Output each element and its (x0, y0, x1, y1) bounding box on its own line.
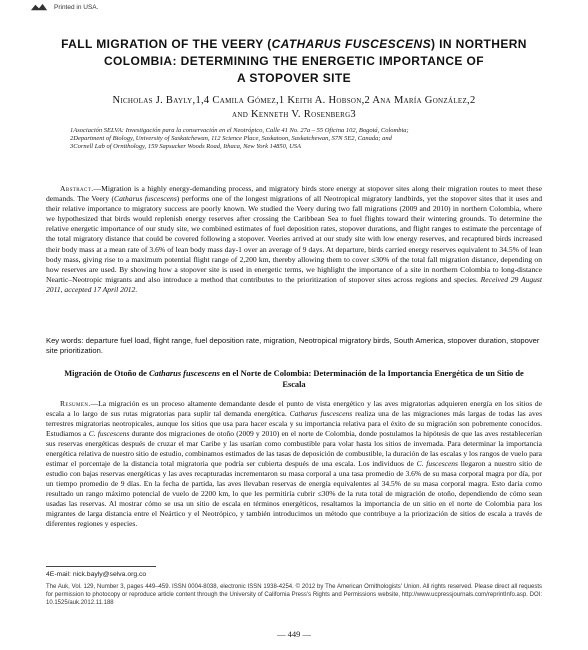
authors-line-2: and Kenneth V. Rosenberg3 (232, 109, 356, 120)
journal-logo-icon (30, 3, 48, 12)
title-line-2: COLOMBIA: DETERMINING THE ENERGETIC IMPORTANCE OF (103, 54, 485, 68)
author-email: 4E-mail: nick.bayly@selva.org.co (46, 571, 147, 578)
abstract-species: Catharus fuscescens (114, 194, 177, 204)
affiliation-1: 1Asociación SELVA: Investigación para la conservación en el Neotrópico, Calle 41 No. 27a – 55 Oficina 102, Bogotá, Colombia; (70, 127, 409, 134)
resumen-label: Resumen. (60, 399, 91, 408)
affiliations (70, 127, 518, 152)
article-title (40, 36, 548, 87)
affiliation-3: 3Cornell Lab of Ornithology, 159 Sapsucker Woods Road, Ithaca, New York 14850, USA (70, 143, 301, 151)
authors-line-1: Nicholas J. Bayly,1,4 Camila Gómez,1 Keith A. Hobson,2 Ana María González,2 (112, 95, 476, 106)
resumen: Resumen.—La migración es un proceso altamente demandante desde el punto de vista energético y las aves migratorias adquieren energía en los sitios de escala a lo largo de sus rutas migratorias para suplir tal demanda energética. Catharus fuscescens realiza una de las migraciones más largas de todas las aves terrestres migratorias neotropicales, aunque los sitios que usa para hacer escala y su importancia relativa para el éxito de su migración son pobremente conocidos. Estudiamos a C. fuscescens durante dos migraciones de otoño (2009 y 2010) en el norte de Colombia, donde postulamos la hipótesis de que las aves restablecerían sus reservas energéticas después de cruzar el mar Caribe y las usarían como combustible para volar hasta los sitios de invernada. Para determinar la importancia energética relativa de nuestro sitio de estudio, combinamos estimados de las tasas de deposición de combustible, la duración de las escalas y los rangos de vuelo para estimar el porcentaje de la distancia total migratoria que podría ser cubierta después de una escala. Los individuos de C. fuscescens llegaron a nuestro sitio de estudio con bajas reservas energéticas y las aves recapturadas incrementaron su masa corporal a una tasa promedio de 3.6% de su masa corporal magra por día, por un tiempo promedio de 9 días. En la fecha de partida, las aves llevaban reservas de energía equivalentes al 34.5% de su masa corporal magra. Esto daría como resultado un rango máximo potencial de vuelo de 2200 km, lo que les permitiría cubrir ≤30% de la ruta total de migración de otoño, dependiendo de cómo sean usadas las reservas. Al mostrar cómo se usa un sitio de escala en términos energéticos, resaltamos la importancia de un sitio en el norte de Colombia para los migrantes de larga distancia entre el Neártico y el Neotrópico, y también introducimos un método que contribuye a la priorización de sitios de escala a través de diferentes regiones y especies. (46, 399, 543, 528)
page-number: — 449 — (277, 629, 311, 639)
citation-info: The Auk, Vol. 129, Number 3, pages 449–459. ISSN 0004-8038, electronic ISSN 1938-4254. © 2012 by The American Ornithologists' Union. All rights reserved. Please direct all requests for permission to photocopy or reproduce article content through the University of California Press's Rights and Permissions website, http://www.ucpressjournals.com/reprintInfo.asp. DOI: 10.1525/auk.2012.11.188 (46, 584, 542, 606)
title-line-1: FALL MIGRATION OF THE VEERY (CATHARUS FUSCESCENS) IN NORTHERN (61, 37, 527, 51)
title-line-3: A STOPOVER SITE (236, 71, 352, 85)
journal-header (30, 0, 98, 14)
spanish-title-species: Catharus fuscescens (148, 369, 220, 378)
footnote-rule (46, 566, 156, 567)
author-list (50, 94, 538, 122)
abstract-label: Abstract. (60, 184, 94, 193)
affiliation-2: 2Department of Biology, University of Saskatchewan, 112 Science Place, Saskatoon, Saskatchewan, S7N 5E2, Canada; and (70, 135, 392, 143)
keywords: Key words: departure fuel load, flight range, fuel deposition rate, migration, Neotropical migratory birds, South America, stopover duration, stopover site prioritization. (46, 336, 540, 356)
printed-in-usa: Printed in USA. (54, 3, 99, 11)
abstract: Abstract.—Migration is a highly energy-demanding process, and migratory birds store energy at stopover sites along their migration routes to meet these demands. The Veery (Catharus fuscescens) performs one of the longest migrations of all Neotropical migratory landbirds, yet the stopover sites that it uses and their relative importance to migratory success are poorly known. We studied the Veery during two fall migrations (2009 and 2010) in northern Colombia, where we hypothesized that birds would replenish energy reserves after crossing the Caribbean Sea to fuel flights toward their wintering grounds. To determine the relative energetic importance of our study site, we combined estimates of fuel deposition rates, stopover durations, and flight ranges to estimate the percentage of the total migratory distance that could be covered following a stopover. Veeries arrived at our study site with low energy reserves, and recaptured birds increased their body mass at a mean rate of 3.6% of lean body mass day-1 over an average of 9 days. At departure, birds carried energy reserves equivalent to 34.5% of lean body mass, giving rise to a maximum potential flight range of 2,200 km, thereby allowing them to cover ≤30% of the total fall migration distance, depending on how reserves are used. By showing how a stopover site is used in energetic terms, we highlight the importance of a site in northern Colombia to long-distance Neartic–Neotropic migrants and also introduce a method that contributes to the prioritization of stopover sites across regions and species. Received 29 August 2011, accepted 17 April 2012. (46, 184, 542, 294)
title-species: CATHARUS FUSCESCENS (271, 37, 431, 51)
spanish-title: Migración de Otoño de Catharus fuscescens en el Norte de Colombia: Determinación de la Importancia Energética de un Sitio de Escala (64, 369, 524, 389)
received-dates: Received 29 August 2011, accepted 17 April 2012. (46, 274, 542, 294)
